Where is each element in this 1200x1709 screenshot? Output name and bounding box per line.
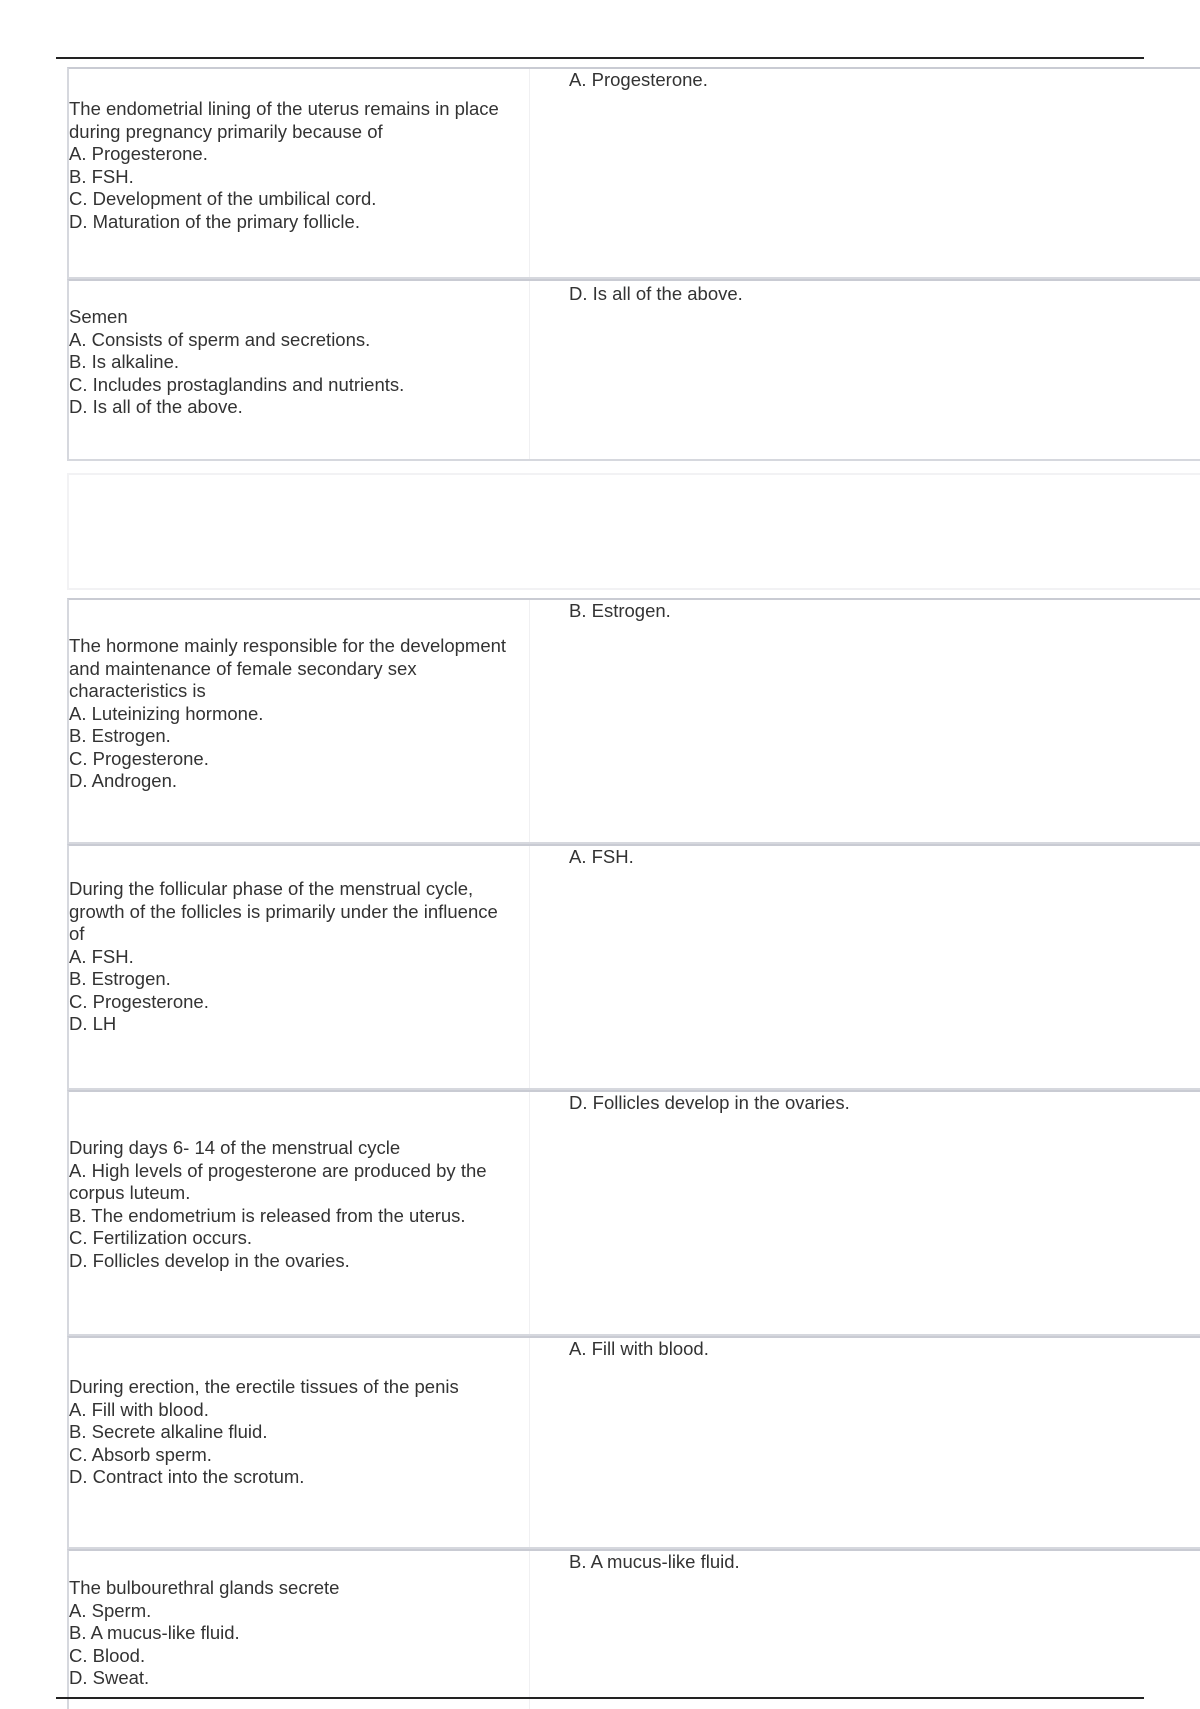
option-d: D. Androgen.	[69, 770, 177, 791]
question-block	[69, 1137, 509, 1272]
question-stem: Semen	[69, 306, 128, 327]
answer-text: B. A mucus-like fluid.	[569, 1551, 740, 1572]
option-c: C. Includes prostaglandins and nutrients.	[69, 373, 405, 395]
flashcard-3	[67, 598, 1200, 844]
bottom-rule	[56, 1697, 1144, 1699]
option-d: D. Sweat.	[69, 1667, 150, 1688]
card-divider	[529, 846, 530, 1088]
option-b: B. Is alkaline.	[69, 351, 180, 372]
option-b: B. The endometrium is released from the uterus.	[69, 1204, 466, 1226]
option-b: B. Estrogen.	[69, 968, 171, 989]
flashcard-2	[67, 279, 1200, 461]
option-d: D. Maturation of the primary follicle.	[69, 210, 360, 232]
question-stem: During the follicular phase of the menstrual cycle, growth of the follicles is primarily under the influence of	[69, 878, 498, 944]
option-a: A. Sperm.	[69, 1599, 152, 1621]
flashcard-5	[67, 1090, 1200, 1336]
question-block	[69, 635, 509, 793]
question-block	[69, 98, 509, 233]
question-block	[69, 878, 509, 1036]
card-divider	[529, 600, 530, 842]
card-divider	[529, 69, 530, 277]
question-stem: The hormone mainly responsible for the development and maintenance of female secondary sex characteristics is	[69, 635, 507, 701]
option-a: A. Progesterone.	[69, 143, 208, 164]
answer-text: B. Estrogen.	[569, 600, 671, 621]
option-a: A. Luteinizing hormone.	[69, 702, 264, 724]
answer-text: A. FSH.	[569, 846, 634, 867]
question-stem: During erection, the erectile tissues of the penis	[69, 1376, 459, 1397]
option-a: A. Consists of sperm and secretions.	[69, 328, 371, 350]
option-a: A. FSH.	[69, 945, 134, 967]
option-d: D. Is all of the above.	[69, 396, 243, 417]
option-c: C. Blood.	[69, 1644, 146, 1666]
card-divider	[529, 1338, 530, 1547]
option-d: D. Contract into the scrotum.	[69, 1466, 305, 1487]
card-divider	[529, 1092, 530, 1334]
flashcard-1	[67, 67, 1200, 279]
option-a: A. Fill with blood.	[69, 1398, 209, 1420]
option-b: B. FSH.	[69, 165, 134, 187]
option-b: B. A mucus-like fluid.	[69, 1622, 240, 1643]
option-c: C. Progesterone.	[69, 747, 209, 769]
option-b: B. Estrogen.	[69, 725, 171, 746]
option-c: C. Development of the umbilical cord.	[69, 188, 377, 209]
option-d: D. Follicles develop in the ovaries.	[69, 1249, 350, 1271]
answer-text: A. Fill with blood.	[569, 1338, 709, 1359]
option-c: C. Progesterone.	[69, 990, 209, 1012]
question-block	[69, 1376, 509, 1489]
question-stem: The endometrial lining of the uterus remains in place during pregnancy primarily because of	[69, 98, 499, 142]
answer-text: A. Progesterone.	[569, 69, 708, 90]
question-block	[69, 1577, 509, 1690]
question-block	[69, 306, 509, 419]
card-divider	[529, 1551, 530, 1709]
option-b: B. Secrete alkaline fluid.	[69, 1421, 268, 1442]
card-divider	[529, 281, 530, 459]
option-c: C. Absorb sperm.	[69, 1443, 212, 1465]
question-stem: During days 6- 14 of the menstrual cycle	[69, 1137, 401, 1158]
flashcard-6	[67, 1336, 1200, 1549]
top-rule	[56, 57, 1144, 59]
empty-card	[67, 473, 1200, 590]
flashcard-4	[67, 844, 1200, 1090]
question-stem: The bulbourethral glands secrete	[69, 1577, 340, 1598]
option-d: D. LH	[69, 1013, 117, 1034]
answer-text: D. Is all of the above.	[569, 283, 743, 304]
option-a: A. High levels of progesterone are produced by the corpus luteum.	[69, 1159, 487, 1203]
option-c: C. Fertilization occurs.	[69, 1227, 252, 1248]
answer-text: D. Follicles develop in the ovaries.	[569, 1092, 850, 1113]
flashcard-7	[67, 1549, 1200, 1709]
